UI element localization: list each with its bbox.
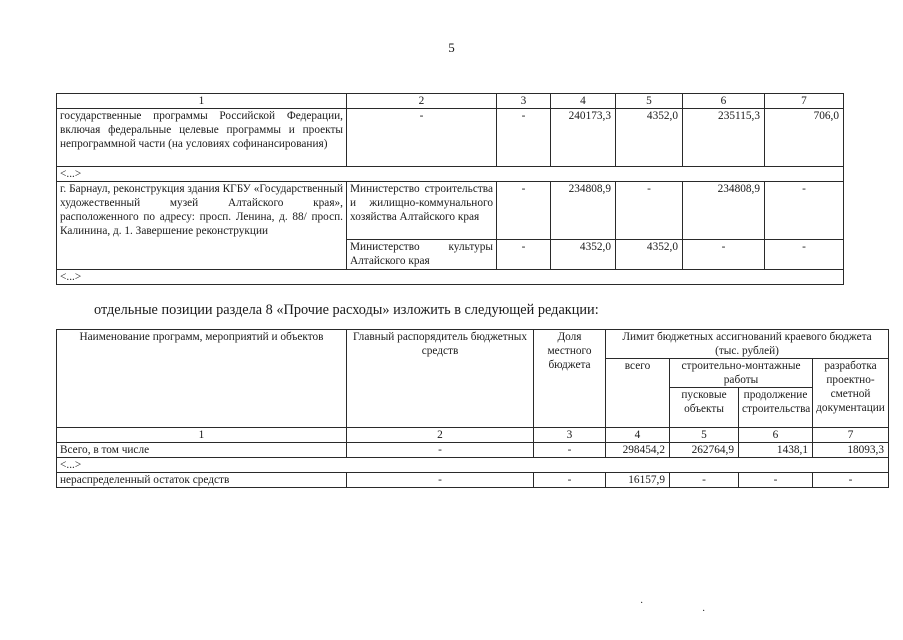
header-design: разработка проектно-сметной документации xyxy=(813,359,889,428)
total-cell: 16157,9 xyxy=(606,473,670,488)
distributor-cell: Министерство культуры Алтайского края xyxy=(347,240,497,270)
table1-header-cell: 2 xyxy=(347,94,497,109)
ellipsis-cell: <...> xyxy=(57,458,889,473)
ellipsis-row xyxy=(57,458,889,473)
budget-table-2 xyxy=(56,329,889,488)
ellipsis-cell: <...> xyxy=(57,167,844,182)
header-total: всего xyxy=(606,359,670,428)
ellipsis-cell: <...> xyxy=(57,270,844,285)
table-row xyxy=(57,473,889,488)
column-number: 6 xyxy=(739,428,813,443)
value-cell: - xyxy=(813,473,889,488)
row-name-cell: Всего, в том числе xyxy=(57,443,347,458)
local-share-cell: - xyxy=(497,109,551,167)
value-cell: - xyxy=(683,240,765,270)
header-local-share: Доля местного бюджета xyxy=(534,330,606,428)
value-cell: - xyxy=(765,240,844,270)
distributor-cell: - xyxy=(347,109,497,167)
column-number: 4 xyxy=(606,428,670,443)
page-number: 5 xyxy=(448,40,455,55)
scan-speck: · xyxy=(702,606,706,617)
value-cell: 18093,3 xyxy=(813,443,889,458)
local-share-cell: - xyxy=(534,473,606,488)
budget-table-1 xyxy=(56,93,844,285)
distributor-cell: - xyxy=(347,443,534,458)
value-cell: 4352,0 xyxy=(616,240,683,270)
column-number: 1 xyxy=(57,428,347,443)
column-number: 7 xyxy=(813,428,889,443)
column-number: 2 xyxy=(347,428,534,443)
column-number: 3 xyxy=(534,428,606,443)
value-cell: - xyxy=(765,182,844,240)
distributor-cell: Министерство строительства и жилищно-коммунального хозяйства Алтайского края xyxy=(347,182,497,240)
header-startup: пусковые объекты xyxy=(670,388,739,428)
table2-number-row xyxy=(57,428,889,443)
value-cell: 235115,3 xyxy=(683,109,765,167)
local-share-cell: - xyxy=(497,182,551,240)
table1-header-cell: 6 xyxy=(683,94,765,109)
header-continuing: продолжение строительства xyxy=(739,388,813,428)
total-cell: 4352,0 xyxy=(551,240,616,270)
table1-header-cell: 1 xyxy=(57,94,347,109)
table-row xyxy=(57,182,844,240)
header-name: Наименование программ, мероприятий и объектов xyxy=(57,330,347,428)
total-cell: 240173,3 xyxy=(551,109,616,167)
column-number: 5 xyxy=(670,428,739,443)
value-cell: 706,0 xyxy=(765,109,844,167)
value-cell: 262764,9 xyxy=(670,443,739,458)
table1-header-cell: 5 xyxy=(616,94,683,109)
table1-header-cell: 4 xyxy=(551,94,616,109)
value-cell: 234808,9 xyxy=(683,182,765,240)
table1-header-cell: 7 xyxy=(765,94,844,109)
header-limit: Лимит бюджетных ассигнований краевого бюджета (тыс. рублей) xyxy=(606,330,889,359)
distributor-cell: - xyxy=(347,473,534,488)
instruction-paragraph: отдельные позиции раздела 8 «Прочие расходы» изложить в следующей редакции: xyxy=(94,302,599,318)
value-cell: - xyxy=(616,182,683,240)
table1-header-cell: 3 xyxy=(497,94,551,109)
value-cell: 4352,0 xyxy=(616,109,683,167)
header-construction: строительно-монтажные работы xyxy=(670,359,813,388)
header-distributor: Главный распорядитель бюджетных средств xyxy=(347,330,534,428)
program-name-cell: государственные программы Российской Федерации, включая федеральные целевые программы и проекты непрограммной части (на условиях софинансирования) xyxy=(57,109,347,167)
table1-header-row xyxy=(57,94,844,109)
object-name-cell: г. Барнаул, реконструкция здания КГБУ «Государственный художественный музей Алтайского края», расположенного по адресу: просп. Ленина, д. 88/ просп. Калинина, д. 1. Завершение реконструкции xyxy=(57,182,347,270)
value-cell: - xyxy=(739,473,813,488)
ellipsis-row xyxy=(57,270,844,285)
value-cell: - xyxy=(670,473,739,488)
total-cell: 298454,2 xyxy=(606,443,670,458)
local-share-cell: - xyxy=(497,240,551,270)
total-cell: 234808,9 xyxy=(551,182,616,240)
scan-speck: · xyxy=(640,598,644,609)
row-name-cell: нераспределенный остаток средств xyxy=(57,473,347,488)
value-cell: 1438,1 xyxy=(739,443,813,458)
table-row xyxy=(57,443,889,458)
ellipsis-row xyxy=(57,167,844,182)
table2-header-row xyxy=(57,330,889,359)
local-share-cell: - xyxy=(534,443,606,458)
table-row xyxy=(57,109,844,167)
